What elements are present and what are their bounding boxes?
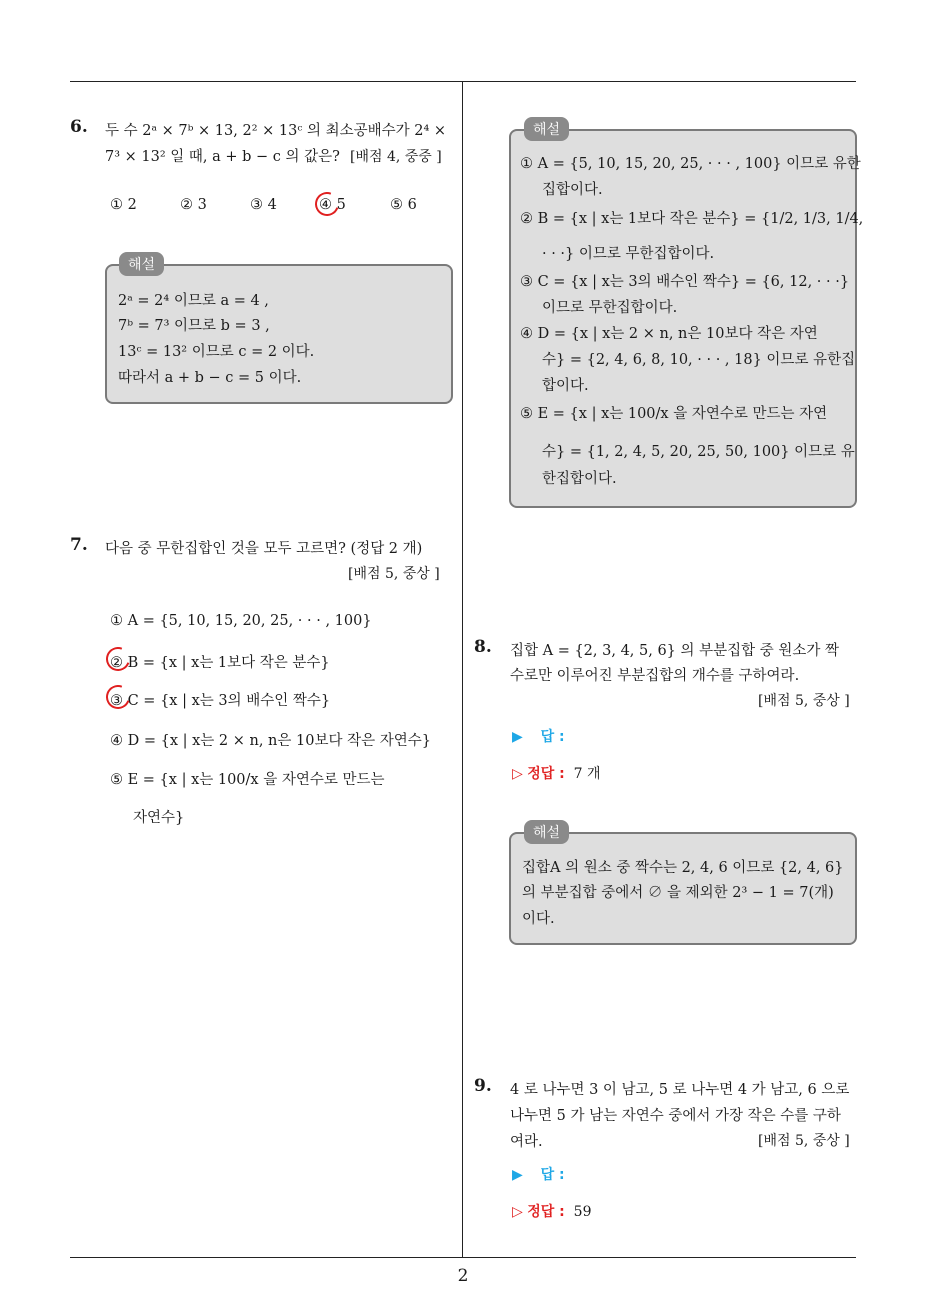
question-8-text-line1: 집합 A = {2, 3, 4, 5, 6} 의 부분집합 중 원소가 짝 — [510, 643, 840, 659]
q7-explanation-line: 한집합이다. — [542, 471, 617, 487]
q7-explanation-line: 합이다. — [542, 378, 589, 394]
q7-option-2[interactable]: ② B = {x | x는 1보다 작은 분수} — [110, 655, 330, 671]
q8-explanation-line: 집합A 의 원소 중 짝수는 2, 4, 6 이므로 {2, 4, 6} — [522, 860, 844, 876]
q6-option-4[interactable]: ④ 5 — [319, 197, 346, 213]
correct-label: 정답 : — [527, 766, 565, 782]
q7-explanation-line: ① A = {5, 10, 15, 20, 25, · · · , 100} 이므로 유한 — [520, 156, 861, 172]
q8-explanation-line: 의 부분집합 중에서 ∅ 을 제외한 2³ − 1 = 7(개) — [522, 885, 834, 901]
q7-explanation-tag: 해설 — [524, 117, 569, 141]
q7-explanation-line: · · ·} 이므로 무한집합이다. — [542, 246, 715, 262]
question-6-text-line2: 7³ × 13² 일 때, a + b − c 의 값은? — [105, 149, 340, 165]
q8-correct-row — [512, 763, 601, 783]
play-triangle-icon: ▶ — [512, 729, 523, 745]
page-number: 2 — [457, 1266, 469, 1286]
question-6-number: 6. — [70, 117, 88, 137]
answer-label: 답 : — [540, 1167, 565, 1183]
question-9-number: 9. — [474, 1076, 492, 1096]
question-9-text-line3: 여라. — [510, 1134, 543, 1150]
q7-explanation-line: 집합이다. — [542, 182, 603, 198]
q6-explanation-line: 7ᵇ = 7³ 이므로 b = 3 , — [118, 318, 270, 334]
q6-explanation-line: 13ᶜ = 13² 이므로 c = 2 이다. — [118, 344, 315, 360]
q9-answer-row[interactable] — [512, 1164, 565, 1184]
q7-explanation-line: 수} = {1, 2, 4, 5, 20, 25, 50, 100} 이므로 유 — [542, 444, 855, 460]
q7-explanation-line: 수} = {2, 4, 6, 8, 10, · · · , 18} 이므로 유한집 — [542, 352, 856, 368]
q6-explanation-line: 2ᵃ = 2⁴ 이므로 a = 4 , — [118, 293, 269, 309]
question-8-number: 8. — [474, 637, 492, 657]
q6-option-5[interactable]: ⑤ 6 — [390, 197, 417, 213]
outline-triangle-icon: ▷ — [512, 1204, 523, 1220]
question-9-text-line1: 4 로 나누면 3 이 남고, 5 로 나누면 4 가 남고, 6 으로 — [510, 1082, 850, 1098]
correct-label: 정답 : — [527, 1204, 565, 1220]
q7-explanation-line: ④ D = {x | x는 2 × n, n은 10보다 작은 자연 — [520, 326, 818, 342]
q7-explanation-line: ③ C = {x | x는 3의 배수인 짝수} = {6, 12, · · ·} — [520, 274, 850, 290]
top-rule — [70, 81, 856, 82]
question-6-text-line1: 두 수 2ᵃ × 7ᵇ × 13, 2² × 13ᶜ 의 최소공배수가 2⁴ × — [105, 123, 447, 139]
question-9-text-line2: 나누면 5 가 남는 자연수 중에서 가장 작은 수를 구하 — [510, 1108, 841, 1124]
column-divider — [462, 82, 463, 1257]
question-9-meta: [배점 5, 중상 ] — [758, 1133, 850, 1149]
q7-option-5[interactable]: ⑤ E = {x | x는 100/x 을 자연수로 만드는 — [110, 772, 385, 788]
question-7-number: 7. — [70, 535, 88, 555]
q7-option-3[interactable]: ③ C = {x | x는 3의 배수인 짝수} — [110, 693, 331, 709]
q7-explanation-line: 이므로 무한집합이다. — [542, 300, 678, 316]
q6-explanation-line: 따라서 a + b − c = 5 이다. — [118, 370, 302, 386]
question-6-meta: [배점 4, 중중 ] — [350, 149, 442, 165]
question-7-meta: [배점 5, 중상 ] — [348, 566, 440, 582]
selected-answer-circle-icon — [311, 188, 343, 220]
q8-answer-row[interactable] — [512, 726, 565, 746]
q9-correct-row — [512, 1201, 592, 1221]
q6-option-2[interactable]: ② 3 — [180, 197, 207, 213]
q8-explanation-tag: 해설 — [524, 820, 569, 844]
q7-explanation-line: ⑤ E = {x | x는 100/x 을 자연수로 만드는 자연 — [520, 406, 828, 422]
correct-value: 7 개 — [573, 766, 601, 782]
q8-explanation-line: 이다. — [522, 911, 555, 927]
q7-explanation-line: ② B = {x | x는 1보다 작은 분수} = {1/2, 1/3, 1/4, — [520, 211, 864, 227]
q6-explanation-tag: 해설 — [119, 252, 164, 276]
question-7-text: 다음 중 무한집합인 것을 모두 고르면? (정답 2 개) — [105, 541, 423, 557]
q6-option-3[interactable]: ③ 4 — [250, 197, 277, 213]
q7-option-1[interactable]: ① A = {5, 10, 15, 20, 25, · · · , 100} — [110, 613, 372, 629]
play-triangle-icon: ▶ — [512, 1167, 523, 1183]
question-8-meta: [배점 5, 중상 ] — [758, 693, 850, 709]
q7-option-5-cont: 자연수} — [133, 810, 185, 826]
answer-label: 답 : — [540, 729, 565, 745]
question-8-text-line2: 수로만 이루어진 부분집합의 개수를 구하여라. — [510, 668, 800, 684]
correct-value: 59 — [573, 1204, 592, 1220]
q7-option-4[interactable]: ④ D = {x | x는 2 × n, n은 10보다 작은 자연수} — [110, 733, 431, 749]
outline-triangle-icon: ▷ — [512, 766, 523, 782]
q6-option-1[interactable]: ① 2 — [110, 197, 137, 213]
bottom-rule — [70, 1257, 856, 1258]
